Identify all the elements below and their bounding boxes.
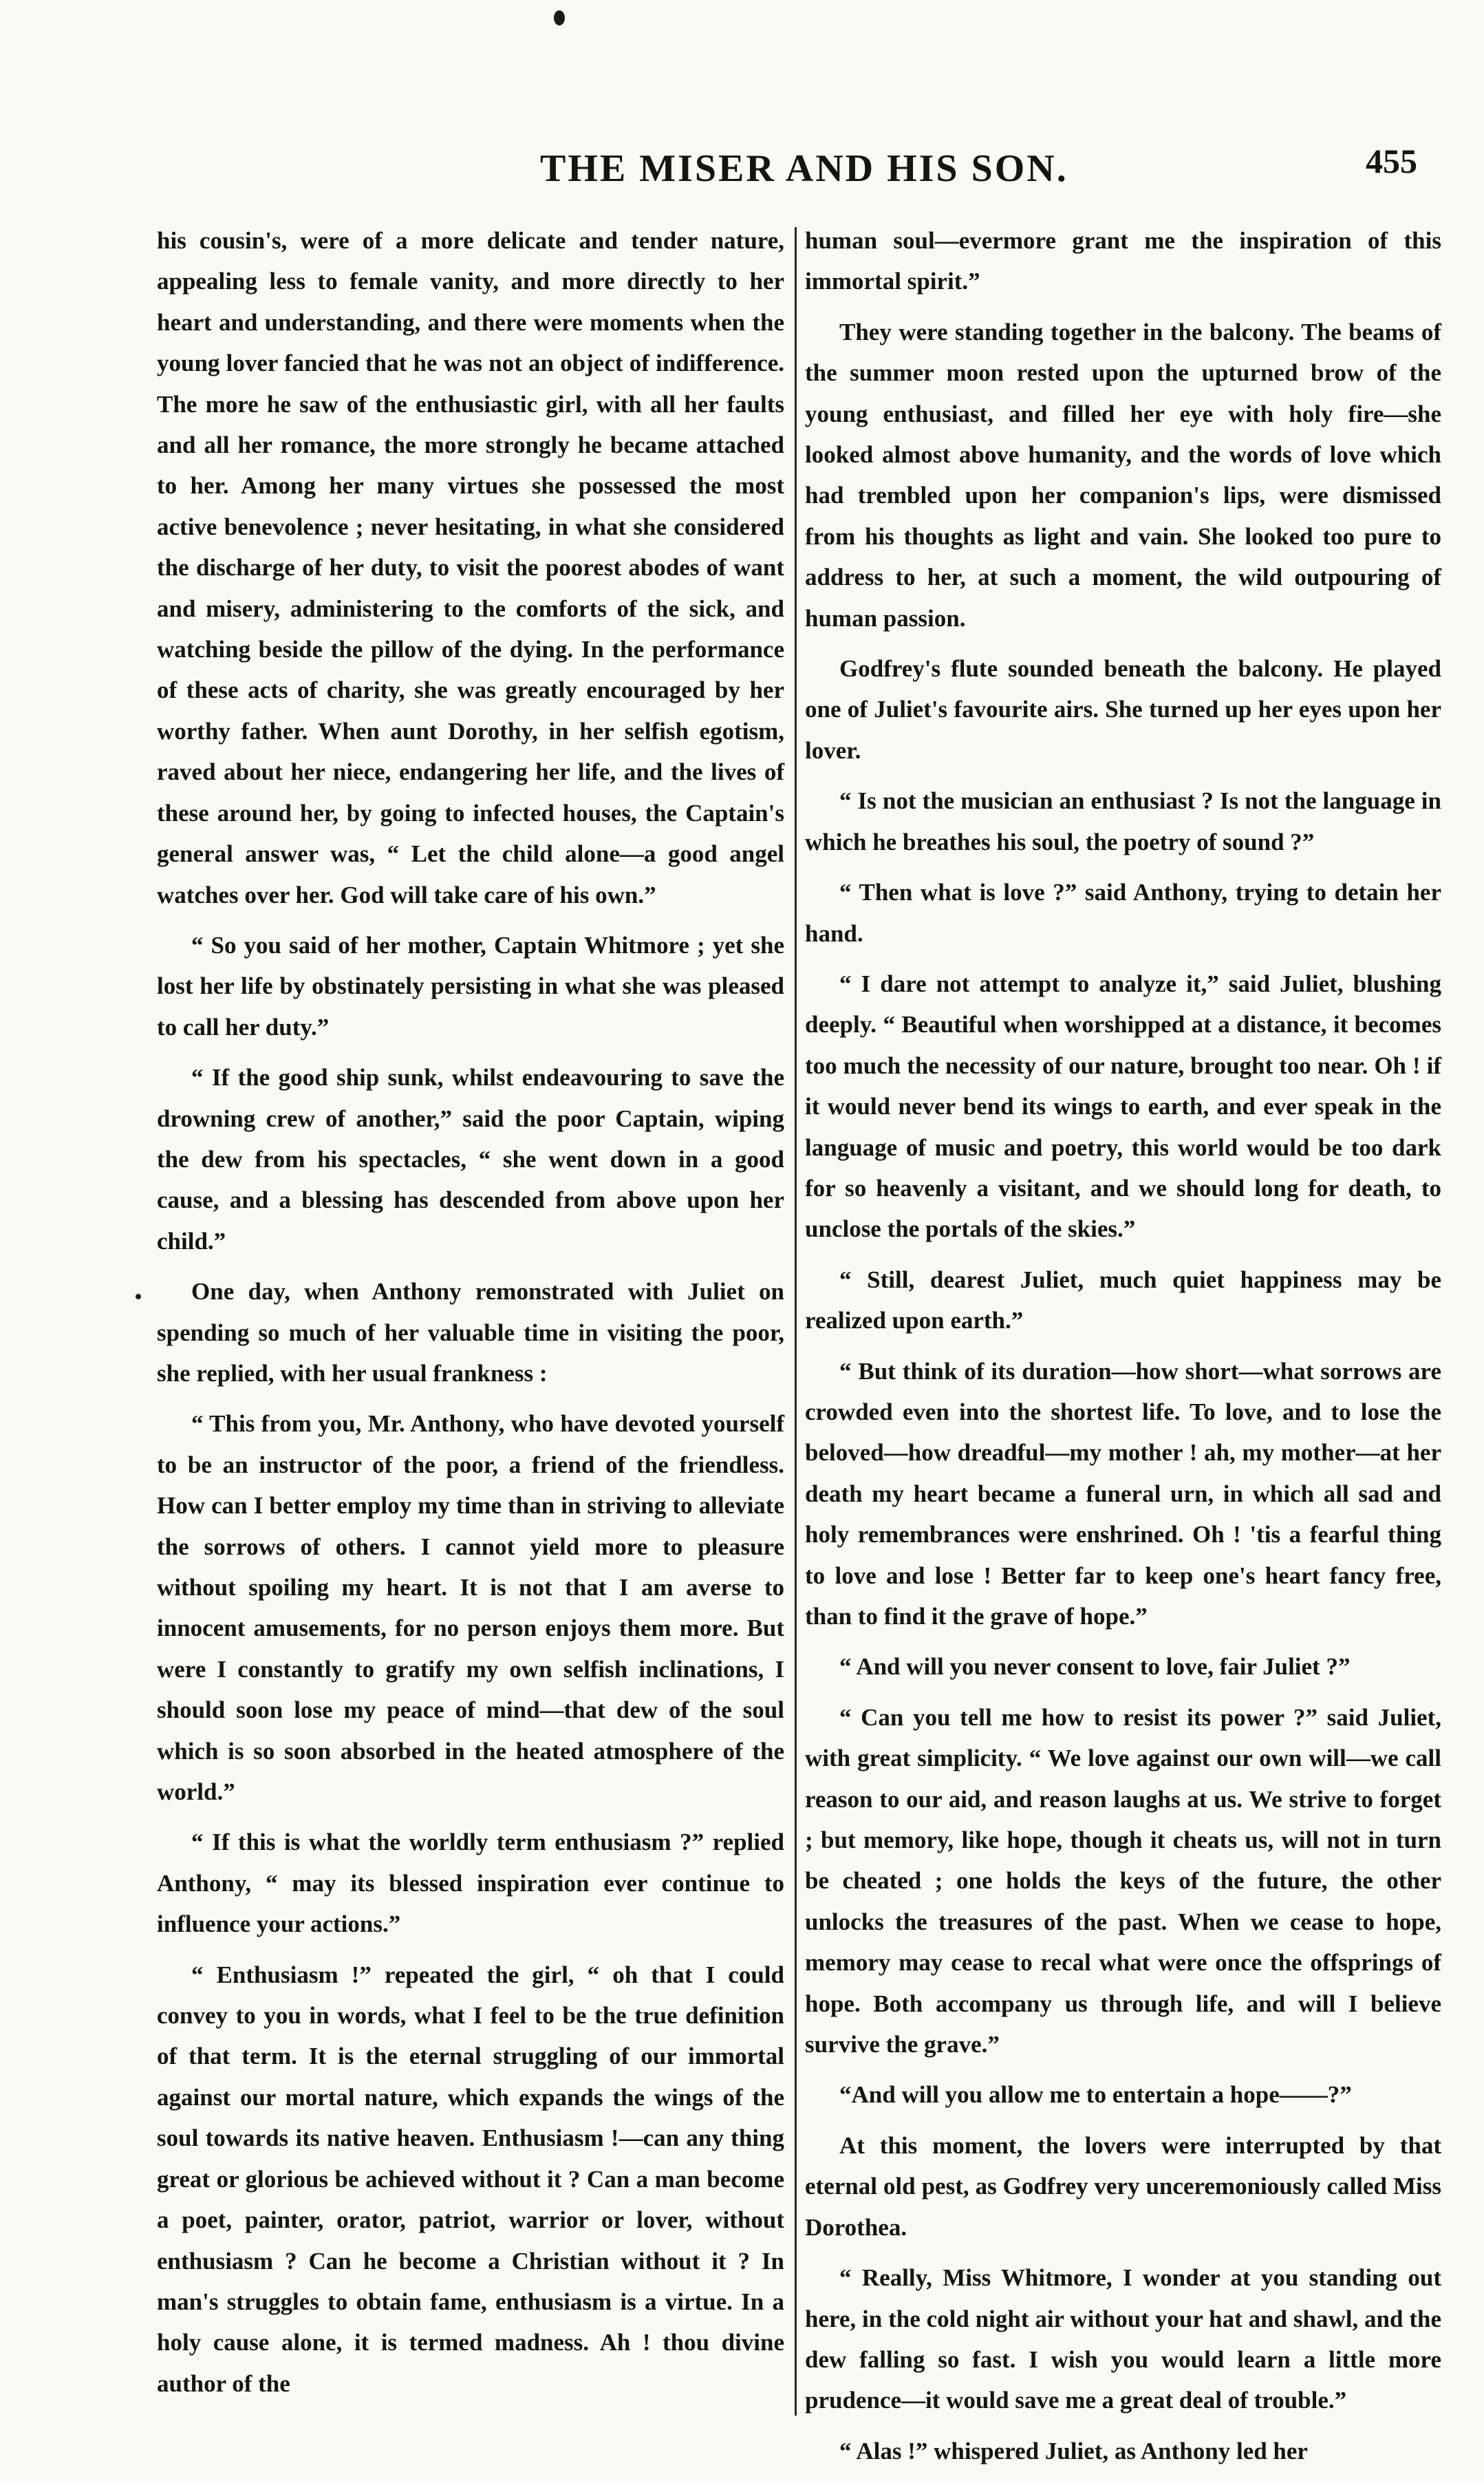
paragraph: human soul—evermore grant me the inspiration of this immortal spirit.” (805, 227, 1441, 295)
paragraph: his cousin's, were of a more delicate and tender nature, appealing less to female vanity, and more directly to her heart and understanding, and there were moments when the young lover fancied that he was not an object of indifference. The more he saw of the enthusiastic girl, with all her faults and all her romance, the more strongly he became attached to her. Among her many virtues she possessed the most active benevolence ; never hesitating, in what she considered the discharge of her duty, to visit the poorest abodes of want and misery, administering to the comforts of the sick, and watching beside the pillow of the dying. In the performance of these acts of charity, she was greatly encouraged by her worthy father. When aunt Dorothy, in her selfish egotism, raved about her niece, endangering her life, and the lives of these around her, by going to infected houses, the Captain's general answer was, “ Let the child alone—a good angel watches over her. God will take care of his own.” (157, 227, 784, 908)
paragraph: “ But think of its duration—how short—what sorrows are crowded even into the shortest life. To love, and to lose the beloved—how dreadful—my mother ! ah, my mother—at her death my heart became a funeral urn, in which all sad and holy remembrances were enshrined. Oh ! 'tis a fearful thing to love and lose ! Better far to keep one's heart fancy free, than to find it the grave of hope.” (805, 1357, 1441, 1630)
running-title: THE MISER AND HIS SON. (540, 147, 1068, 190)
page-number: 455 (1366, 142, 1417, 180)
paragraph: “ Alas !” whispered Juliet, as Anthony led her (839, 2437, 1308, 2464)
paragraph: “ And will you never consent to love, fair Juliet ?” (839, 1653, 1351, 1681)
paragraph: “ Is not the musician an enthusiast ? Is not the language in which he breathes his soul, the poetry of sound ?” (805, 787, 1441, 855)
left-column (157, 220, 784, 2414)
paragraph: “ If the good ship sunk, whilst endeavouring to save the drowning crew of another,” said the poor Captain, wiping the dew from his spectacles, “ she went down in a good cause, and a blessing has descended from above upon her child.” (157, 1064, 784, 1255)
paragraph: Godfrey's flute sounded beneath the balcony. He played one of Juliet's favourite airs. She turned up her eyes upon her lover. (805, 655, 1441, 764)
paragraph: “ I dare not attempt to analyze it,” said Juliet, blushing deeply. “ Beautiful when worshipped at a distance, it becomes too much the necessity of our nature, brought too near. Oh ! if it would never bend its wings to earth, and ever speak in the language of music and poetry, this world would be too dark for so heavenly a visitant, and we should long for death, to unclose the portals of the skies.” (805, 970, 1441, 1243)
paragraph: “ Enthusiasm !” repeated the girl, “ oh that I could convey to you in words, what I feel to be the true definition of that term. It is the eternal struggling of our immortal against our mortal nature, which expands the wings of the soul towards its native heaven. Enthusiasm !—can any thing great or glorious be achieved without it ? Can a man become a poet, painter, orator, patriot, warrior or lover, without enthusiasm ? Can he become a Christian without it ? In man's struggles to obtain fame, enthusiasm is a virtue. In a holy cause alone, it is termed madness. Ah ! thou divine author of the (157, 1961, 784, 2397)
paragraph: At this moment, the lovers were interrupted by that eternal old pest, as Godfrey very unceremoniously called Miss Dorothea. (805, 2131, 1441, 2241)
paragraph: “ This from you, Mr. Anthony, who have devoted yourself to be an instructor of the poor, a friend of the friendless. How can I better employ my time than in striving to alleviate the sorrows of others. I cannot yield more to pleasure without spoiling my heart. It is not that I am averse to innocent amusements, for no person enjoys them more. But were I constantly to gratify my own selfish inclinations, I should soon lose my peace of mind—that dew of the soul which is so soon absorbed in the heated atmosphere of the world.” (157, 1410, 784, 1806)
paragraph: “ If this is what the worldly term enthusiasm ?” replied Anthony, “ may its blessed inspiration ever continue to influence your actions.” (157, 1829, 784, 1938)
right-column (805, 220, 1441, 2481)
paragraph: They were standing together in the balcony. The beams of the summer moon rested upon the upturned brow of the young enthusiast, and filled her eye with holy fire—she looked almost above humanity, and the words of love which had trembled upon her companion's lips, were dismissed from his thoughts as light and vain. She looked too pure to address to her, at such a moment, the wild outpouring of human passion. (805, 318, 1441, 632)
paragraph: “ Can you tell me how to resist its power ?” said Juliet, with great simplicity. “ We love against our own will—we call reason to our aid, and reason laughs at us. We strive to forget ; but memory, like hope, though it cheats us, will not in turn be cheated ; one holds the keys of the future, the other unlocks the treasures of the past. When we cease to hope, memory may cease to recal what were once the offsprings of hope. Both accompany us through life, and will I believe survive the grave.” (805, 1703, 1441, 2058)
paragraph: “ So you said of her mother, Captain Whitmore ; yet she lost her life by obstinately persisting in what she was pleased to call her duty.” (157, 931, 784, 1041)
page-header (0, 141, 1484, 203)
paragraph: “ Then what is love ?” said Anthony, trying to detain her hand. (805, 879, 1441, 947)
paragraph: “ Really, Miss Whitmore, I wonder at you standing out here, in the cold night air without your hat and shawl, and the dew falling so fast. I wish you would learn a little more prudence—it would save me a great deal of trouble.” (805, 2264, 1441, 2414)
margin-mark (136, 1294, 141, 1299)
paragraph: “And will you allow me to entertain a hope——?” (839, 2081, 1352, 2109)
paragraph: One day, when Anthony remonstrated with Juliet on spending so much of her valuable time in visiting the poor, she replied, with her usual frankness : (157, 1278, 784, 1387)
paragraph: “ Still, dearest Juliet, much quiet happiness may be realized upon earth.” (805, 1266, 1441, 1334)
column-divider (795, 227, 797, 2416)
ink-speck (554, 10, 565, 25)
